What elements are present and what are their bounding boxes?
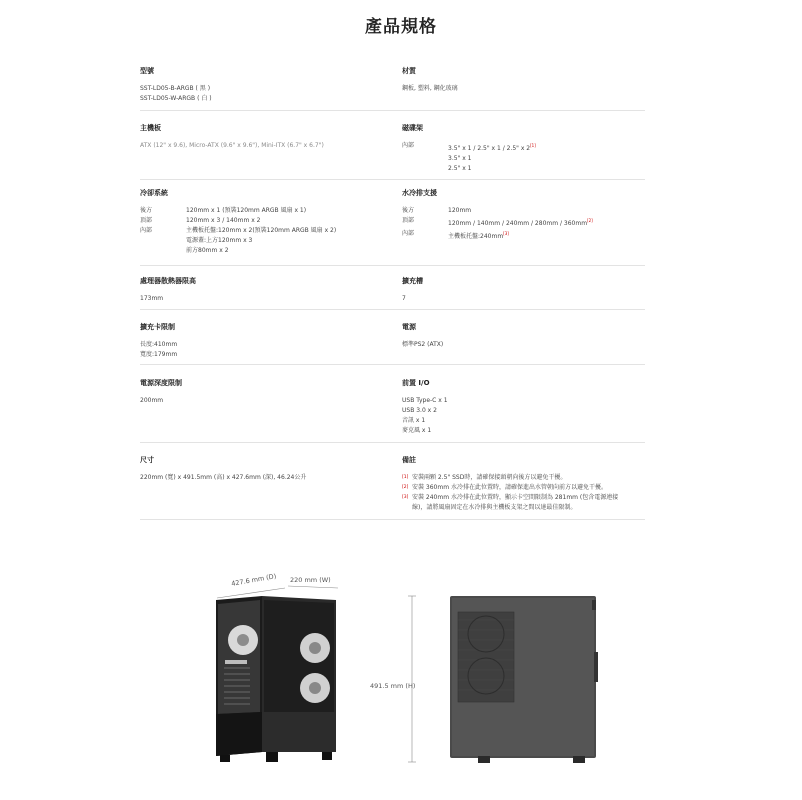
- gpu-limit-title: 擴充卡限制: [140, 323, 175, 331]
- note-text: 線)，請將風扇固定在水冷排與主機板支架之間以達最佳限制。: [412, 504, 577, 511]
- note-number: [3]: [402, 495, 409, 500]
- cooling-key: 後方: [140, 207, 153, 214]
- psu-depth-text: 200mm: [140, 397, 164, 404]
- case-front-view-image: [216, 596, 336, 762]
- front-io-mic: 麥克風 x 1: [402, 427, 432, 434]
- width-label: 220 mm (W): [290, 576, 331, 584]
- psu-text: 標準PS2 (ATX): [402, 341, 444, 348]
- material-title: 材質: [402, 67, 416, 75]
- case-side-view-image: [450, 596, 598, 763]
- expansion-slots-title: 擴充槽: [402, 277, 423, 285]
- motherboard-text: ATX (12" x 9.6), Micro-ATX (9.6" x 9.6"), Mini-ITX (6.7" x 6.7"): [140, 142, 324, 149]
- dimensions-text: 220mm (寬) x 491.5mm (高) x 427.6mm (深), 46.24公升: [140, 474, 307, 481]
- drive-bay-title: 磁碟架: [402, 124, 423, 132]
- cooling-key: 頂部: [140, 217, 153, 224]
- cooling-value: 主機板托盤:120mm x 2(預裝120mm ARGB 風扇 x 2): [186, 227, 337, 234]
- radiator-title: 水冷排支援: [402, 189, 437, 197]
- psu-depth-title: 電源深度限制: [140, 379, 182, 387]
- front-io-title: 前置 I/O: [402, 379, 430, 387]
- note-number: [2]: [402, 485, 409, 490]
- radiator-key: 內部: [402, 230, 415, 237]
- motherboard-title: 主機板: [140, 124, 161, 132]
- cooling-value: 前方80mm x 2: [186, 247, 229, 254]
- radiator-value: 120mm / 140mm / 240mm / 280mm / 360mm: [448, 220, 588, 227]
- cpu-cooler-title: 處理器散熱器限高: [140, 277, 196, 285]
- radiator-value: 120mm: [448, 207, 472, 214]
- material-text: 鋼板, 塑料, 鋼化玻璃: [402, 85, 458, 92]
- gpu-width: 寬度:179mm: [140, 351, 178, 358]
- footnote-ref: [1]: [530, 143, 536, 148]
- dimensions-title: 尺寸: [140, 456, 154, 464]
- model-line-white: SST-LD05-W-ARGB ( 白 ): [140, 95, 212, 102]
- cooling-value: 120mm x 1 (預裝120mm ARGB 風扇 x 1): [186, 207, 307, 214]
- note-text: 安裝 240mm 水冷排在此位置時，顯示卡空間限制為 281mm (包含電源連接: [412, 494, 619, 501]
- cooling-value: 120mm x 3 / 140mm x 2: [186, 217, 261, 224]
- expansion-slots-text: 7: [402, 295, 406, 302]
- radiator-key: 後方: [402, 207, 415, 214]
- model-title: 型號: [140, 67, 154, 75]
- gpu-length: 長度:410mm: [140, 341, 178, 348]
- radiator-key: 頂部: [402, 217, 415, 224]
- front-io-usb3: USB 3.0 x 2: [402, 407, 437, 414]
- model-line-black: SST-LD05-B-ARGB ( 黑 ): [140, 85, 211, 92]
- drive-bay-line-2: 3.5" x 1: [448, 155, 472, 162]
- page-title: 產品規格: [365, 17, 437, 37]
- drive-bay-key: 內部: [402, 142, 415, 149]
- note-number: [1]: [402, 475, 409, 480]
- cpu-cooler-text: 173mm: [140, 295, 164, 302]
- radiator-value: 主機板托盤:240mm: [448, 233, 504, 240]
- cooling-title: 冷卻系統: [140, 189, 168, 197]
- height-label: 491.5 mm (H): [370, 682, 416, 690]
- drive-bay-line-3: 2.5" x 1: [448, 165, 472, 172]
- drive-bay-line-1: 3.5" x 1 / 2.5" x 1 / 2.5" x 2: [448, 145, 531, 152]
- cooling-key: 內部: [140, 227, 153, 234]
- footnote-ref: [3]: [503, 231, 509, 236]
- cooling-value: 電源蓋:上方120mm x 3: [186, 237, 253, 244]
- footnote-ref: [2]: [587, 218, 593, 223]
- note-text: 安裝兩顆 2.5" SSD時，請確保接頭朝向後方以避免干擾。: [412, 474, 567, 481]
- notes-title: 備註: [402, 456, 416, 464]
- psu-title: 電源: [402, 323, 416, 331]
- front-io-audio: 音訊 x 1: [402, 417, 426, 424]
- front-io-usb-c: USB Type-C x 1: [402, 397, 448, 404]
- note-text: 安裝 360mm 水冷排在此位置時，請確保進出水管朝向前方以避免干擾。: [412, 484, 607, 491]
- depth-label: 427.6 mm (D): [230, 572, 277, 588]
